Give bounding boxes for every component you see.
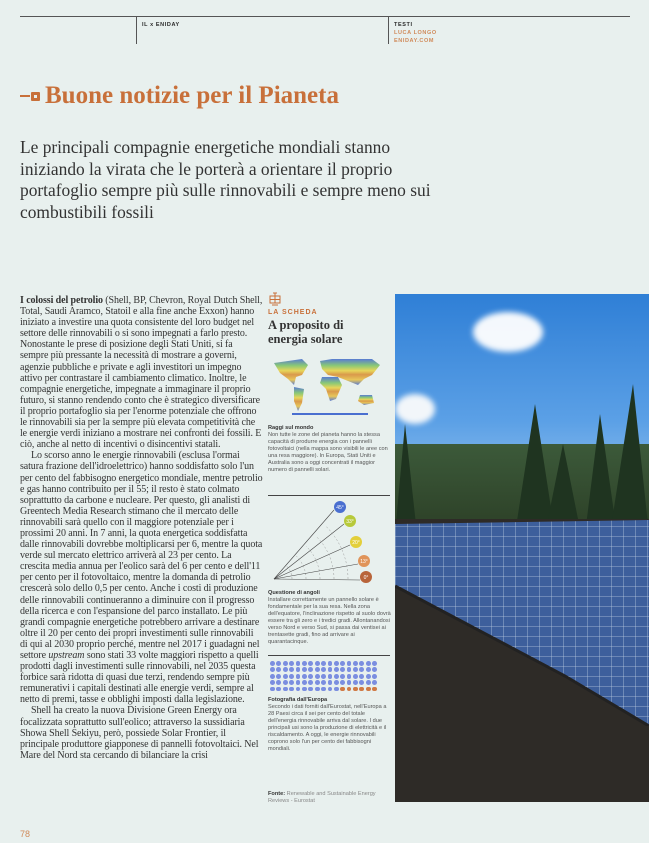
- dot: [276, 674, 281, 679]
- world-solar-map: [272, 355, 384, 417]
- europe-caption: [268, 697, 392, 753]
- dot: [366, 674, 371, 679]
- header-rule: [20, 16, 630, 17]
- paragraph: Shell ha creato la nuova Divisione Green Energy ora focalizzata soprattutto sull'eolico; attraverso la sussidiaria Showa Shell Sekiyu, però, possiede Solar Frontier, il principale produttore giapponese di pannelli fotovoltaici. Nel Mare del Nord sta cercando di bilanciare la crisi: [20, 705, 259, 761]
- dot: [366, 687, 371, 692]
- dot: [334, 674, 339, 679]
- angle-arc: [296, 556, 306, 579]
- lead-in: I colossi del petrolio: [20, 295, 103, 306]
- angle-label: 0°: [363, 575, 369, 581]
- paragraph: [20, 295, 263, 450]
- dot: [359, 680, 364, 685]
- dot: [283, 687, 288, 692]
- dot: [289, 680, 294, 685]
- dot: [296, 661, 301, 666]
- dot: [308, 674, 313, 679]
- dot: [308, 680, 313, 685]
- dot: [270, 687, 275, 692]
- paragraph-text: (Shell, BP, Chevron, Royal Dutch Shell, Total, Saudi Aramco, Statoil e alla fine anche Exxon) hanno iniziato a investire una quota consistente del loro budget nel settore delle rinnovabili o si sono impegnati a farlo presto. Nonostante le prese di posizione degli Stati Uniti, si fa sempre più pressante la necessità di mostrare a governi, agenzie pubbliche e private e agli investitori un impegno attivo per contrastare il cambiamento climatico. Inoltre, le compagnie energetiche, impegnate a immaginare il proprio futuro, si stanno rendendo conto che è strategico diversificare il proprio portafoglio sia per l'enorme potenziale che offrono le rinnovabili sia per la sempre più elevata competitività che le energie verdi iniziano a mostrare nei confronti dei fossili. E ciò, anche al netto di incentivi o disincentivi statali.: [20, 295, 263, 451]
- paragraph-text: Lo scorso anno le energie rinnovabili (esclusa l'ormai satura frazione dell'idroelettrico) hanno soddisfatto solo l'un per cento del fabbisogno energetico mondiale, mentre petrolio e gas hanno contribuito per il 55; il resto è stato colmato soprattutto da carbone e nucleare. Per questo, gli analisti di Greentech Media Research stimano che il mercato delle rinnovabili sarà quello con il maggiore potenziale per i prossimi 20 anni. In 7 anni, la quota energetica soddisfatta dalle rinnovabili dovrebbe moltiplicarsi per 6, mentre la quota verde sul mercato elettrico arriverà al 23 per cento. La crescita media annua per l'eolico sarà del 6 per cento e dell'11 per cento per il fotovoltaico, mentre la domanda di petrolio crescerà solo dello 0,5 per cento. Anche i costi di produzione delle rinnovabili continueranno a diminuire con il progresso della ricerca e con l'espansione del parco installato. Le più grandi compagnie energetiche potrebbero arrivare a destinare oltre il 20 per cento dei propri investimenti sulle rinnovabili di qui al 2030 proprio perché, mentre nel 2017 i guadagni nel settore: [20, 450, 263, 661]
- page-number: 78: [20, 829, 31, 839]
- dot: [283, 667, 288, 672]
- dot: [347, 661, 352, 666]
- angle-arc: [316, 536, 334, 579]
- dot: [270, 674, 275, 679]
- dot: [334, 687, 339, 692]
- dot: [347, 674, 352, 679]
- sidebar-kicker: LA SCHEDA: [268, 309, 318, 316]
- caption-title: Questione di angoli: [268, 590, 320, 596]
- dot: [359, 674, 364, 679]
- dot-grid-chart: [270, 661, 382, 691]
- caption-text: Secondo i dati forniti dall'Eurostat, nell'Europa a 28 Paesi circa il sei per cento del totale dell'energia rinnovabile arriva dal solare. I due principali usi sono la produzione di elettricità e il riscaldamento. A oggi, le energie rinnovabili coprono solo l'un per cento dei fabbisogni mondiali.: [268, 704, 387, 752]
- dot: [283, 680, 288, 685]
- divider: [268, 655, 390, 656]
- dot: [359, 661, 364, 666]
- dot: [353, 687, 358, 692]
- solar-farm-photo: [395, 294, 649, 802]
- header-divider: [388, 16, 389, 44]
- dot: [340, 680, 345, 685]
- dot: [359, 687, 364, 692]
- dot: [308, 661, 313, 666]
- dash-icon: [20, 95, 30, 97]
- dot: [296, 687, 301, 692]
- angle-line: [274, 579, 360, 580]
- angle-label: 33°: [346, 519, 354, 525]
- dot: [328, 687, 333, 692]
- dot: [353, 680, 358, 685]
- dot: [276, 661, 281, 666]
- dot: [289, 674, 294, 679]
- dot: [340, 674, 345, 679]
- dot: [347, 680, 352, 685]
- dot: [289, 661, 294, 666]
- dot: [372, 687, 377, 692]
- dot: [347, 667, 352, 672]
- dot: [334, 680, 339, 685]
- angle-arc: [306, 546, 320, 579]
- subtitle: Le principali compagnie energetiche mondiali stanno iniziando la virata che le porterà a orientare il proprio portafoglio sempre più sulle rinnovabili e sempre meno sui combustibili fossili: [20, 137, 431, 222]
- dot: [276, 680, 281, 685]
- map-caption: [268, 425, 392, 474]
- source-site: ENIDAY.COM: [394, 38, 435, 44]
- angle-line: [274, 545, 350, 579]
- angle-arc: [287, 566, 292, 579]
- title-text: Buone notizie per il Pianeta: [45, 82, 339, 109]
- angle-label: 20°: [352, 540, 360, 546]
- dot: [302, 674, 307, 679]
- author: LUCA LONGO: [394, 30, 437, 36]
- dot: [296, 680, 301, 685]
- dot: [372, 661, 377, 666]
- dot: [315, 661, 320, 666]
- angle-arc: [326, 526, 348, 579]
- dot: [289, 667, 294, 672]
- dot: [270, 667, 275, 672]
- dot: [321, 680, 326, 685]
- tilt-angle-diagram: [268, 499, 392, 587]
- cloud: [473, 312, 543, 352]
- dot: [315, 667, 320, 672]
- paragraph-text: sono stati 33 volte maggiori rispetto a quelli prodotti dagli investimenti sulle rinnovabili, nel 2035 questa forbice sarà ridotta di quasi due terzi, rendendo sempre più remunerativi i capitali destinati alle energie verdi, sempre al netto di premi, tasse e obblighi imposti dalla legislazione.: [20, 650, 259, 706]
- header-divider: [136, 16, 137, 44]
- solar-panel-icon: [268, 292, 282, 306]
- dot: [328, 661, 333, 666]
- dot: [296, 667, 301, 672]
- dot: [302, 687, 307, 692]
- dot: [315, 687, 320, 692]
- paragraph: [20, 450, 263, 705]
- dot: [321, 667, 326, 672]
- solar-panels: [395, 516, 649, 726]
- dot: [276, 687, 281, 692]
- italic-term: upstream: [48, 650, 85, 661]
- credits: [394, 21, 437, 45]
- dot: [366, 667, 371, 672]
- caption-text: Non tutte le zone del pianeta hanno la stessa capacità di produrre energia con i pannelli fotovoltaici (nella mappa sono visibili le aree con una resa maggiore). In Europa, Stati Uniti e Australia sono a oggi concentrati il maggior numero di pannelli solari.: [268, 432, 388, 473]
- dot: [328, 680, 333, 685]
- dot: [283, 661, 288, 666]
- dot: [302, 680, 307, 685]
- caption-title: Raggi sul mondo: [268, 425, 314, 431]
- dot: [308, 667, 313, 672]
- angle-label: 13°: [360, 559, 368, 565]
- page-title: [20, 82, 339, 110]
- dot: [321, 687, 326, 692]
- angle-line: [274, 510, 334, 579]
- dot: [353, 674, 358, 679]
- dot: [302, 667, 307, 672]
- dot: [315, 674, 320, 679]
- dot: [366, 661, 371, 666]
- dot: [321, 674, 326, 679]
- dot: [347, 687, 352, 692]
- angle-label: 45°: [336, 505, 344, 511]
- dot: [372, 674, 377, 679]
- dot: [334, 667, 339, 672]
- dot: [366, 680, 371, 685]
- angle-caption: [268, 590, 392, 646]
- section-box-icon: [31, 92, 40, 101]
- dot: [276, 667, 281, 672]
- trees: [395, 364, 649, 534]
- dot: [340, 661, 345, 666]
- dot: [302, 661, 307, 666]
- dot: [372, 667, 377, 672]
- credits-label: TESTI: [394, 22, 413, 28]
- divider: [268, 495, 390, 496]
- dot: [270, 680, 275, 685]
- caption-title: Fotografia dall'Europa: [268, 697, 328, 703]
- dot: [372, 680, 377, 685]
- dot: [308, 687, 313, 692]
- dot: [353, 667, 358, 672]
- dot: [296, 674, 301, 679]
- source-text: Renewable and Sustainable Energy Reviews - Eurostat: [268, 791, 376, 804]
- source-label: Fonte:: [268, 791, 286, 797]
- caption-text: Installare correttamente un pannello solare è fondamentale per la sua resa. Nella zona dell'equatore, l'inclinazione rispetto al suolo dovrà essere tra gli zero e i tredici gradi. Allontanandosi verso Nord e verso Sud, si passa dai ventisei ai trentasette gradi, fino ad arrivare ai quarantacinque.: [268, 597, 391, 645]
- dot: [328, 667, 333, 672]
- source-note: [268, 791, 392, 805]
- dot: [315, 680, 320, 685]
- sidebar-heading: A proposito di energia solare: [268, 318, 344, 346]
- dot: [334, 661, 339, 666]
- dot: [283, 674, 288, 679]
- angle-line: [274, 564, 358, 579]
- dot: [340, 667, 345, 672]
- dot: [321, 661, 326, 666]
- section-label: IL x ENIDAY: [142, 22, 180, 28]
- dot: [340, 687, 345, 692]
- dot: [328, 674, 333, 679]
- article-body: [20, 295, 263, 761]
- dot: [270, 661, 275, 666]
- dot: [359, 667, 364, 672]
- dot: [353, 661, 358, 666]
- dot: [289, 687, 294, 692]
